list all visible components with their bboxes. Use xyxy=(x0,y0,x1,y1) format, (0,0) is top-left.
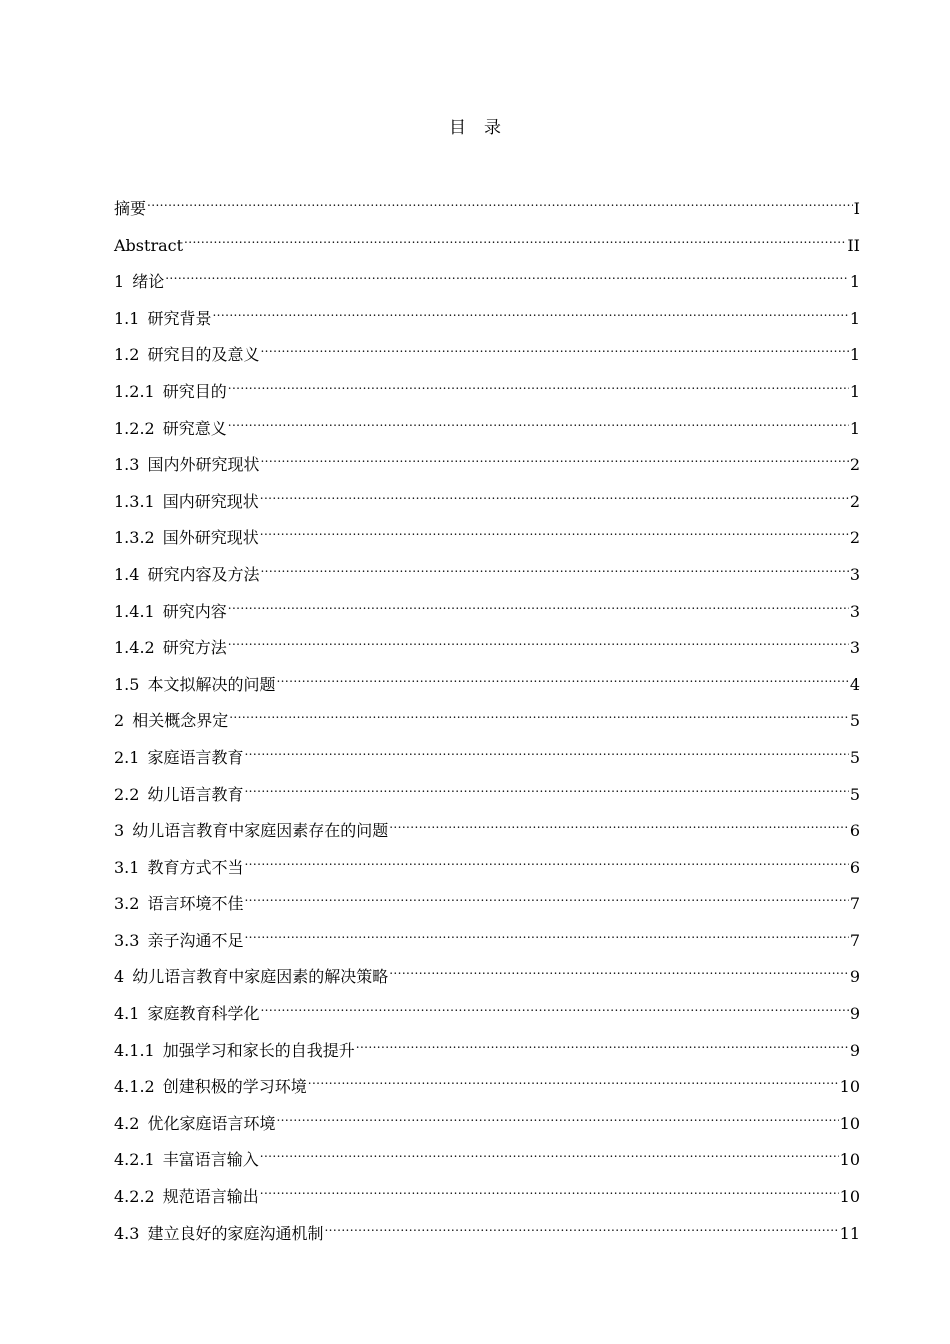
toc-entry-page-number: 1 xyxy=(849,381,860,401)
toc-entry-number: 2.2 xyxy=(114,784,140,804)
toc-dot-leader xyxy=(389,954,849,982)
toc-entry-number: 1.5 xyxy=(114,674,140,694)
toc-dot-leader xyxy=(244,735,848,763)
toc-entry-title: 研究目的 xyxy=(162,381,227,401)
toc-entry-title: 国内研究现状 xyxy=(162,491,259,511)
toc-entry-page-number: 5 xyxy=(849,784,860,804)
toc-entry-page-number: 1 xyxy=(849,345,860,365)
toc-entry-title: 研究背景 xyxy=(147,308,212,328)
toc-entry-title: 语言环境不佳 xyxy=(147,894,244,914)
toc-dot-leader xyxy=(184,223,846,251)
toc-entry-page-number: 10 xyxy=(839,1187,860,1207)
toc-entry-number: 4.3 xyxy=(114,1223,140,1243)
toc-entry[interactable] xyxy=(114,735,860,772)
toc-entry-number: 4.2 xyxy=(114,1113,140,1133)
toc-entry-number: 1.4 xyxy=(114,564,140,584)
toc-entry-number: 1 xyxy=(114,272,125,292)
toc-entry-number: 4.2.1 xyxy=(114,1150,155,1170)
toc-entry-page-number: 10 xyxy=(839,1150,860,1170)
toc-entry-page-number: 5 xyxy=(849,747,860,767)
toc-dot-leader xyxy=(260,515,849,543)
toc-entry[interactable] xyxy=(114,479,860,516)
toc-dot-leader xyxy=(244,845,848,873)
toc-entry[interactable] xyxy=(114,186,860,223)
toc-entry[interactable] xyxy=(114,1211,860,1248)
toc-entry-number: 3.3 xyxy=(114,930,140,950)
toc-dot-leader xyxy=(244,918,848,946)
toc-entry-number: 1.2.1 xyxy=(114,381,155,401)
toc-entry-title: 研究内容 xyxy=(162,601,227,621)
toc-entry-page-number: 2 xyxy=(849,528,860,548)
toc-entry[interactable] xyxy=(114,625,860,662)
toc-entry[interactable] xyxy=(114,552,860,589)
toc-dot-leader xyxy=(260,1137,839,1165)
toc-entry-number: 1.3.2 xyxy=(114,528,155,548)
toc-entry[interactable] xyxy=(114,589,860,626)
toc-entry-page-number: 3 xyxy=(849,564,860,584)
toc-entry-title: 研究内容及方法 xyxy=(147,564,260,584)
toc-entry-number: 4.2.2 xyxy=(114,1187,155,1207)
toc-entry[interactable] xyxy=(114,332,860,369)
toc-dot-leader xyxy=(260,479,849,507)
toc-entry-title: 亲子沟通不足 xyxy=(147,930,244,950)
toc-entry-page-number: 11 xyxy=(839,1223,860,1243)
toc-entry-title: 教育方式不当 xyxy=(147,857,244,877)
toc-title-char-1: 目 xyxy=(449,118,466,138)
toc-entry[interactable] xyxy=(114,1174,860,1211)
toc-entry-number: 4.1 xyxy=(114,1004,140,1024)
toc-entry[interactable] xyxy=(114,296,860,333)
toc-entry[interactable] xyxy=(114,406,860,443)
toc-entry-page-number: 10 xyxy=(839,1113,860,1133)
toc-entry-page-number: 2 xyxy=(849,455,860,475)
toc-dot-leader xyxy=(324,1211,838,1239)
toc-entry-number: 4.1.1 xyxy=(114,1040,155,1060)
toc-entry-page-number: II xyxy=(847,235,860,255)
toc-dot-leader xyxy=(356,1028,849,1056)
toc-entry-title: 国外研究现状 xyxy=(162,528,259,548)
toc-dot-leader xyxy=(389,808,849,836)
toc-entry-number: 2.1 xyxy=(114,747,140,767)
toc-entry-number: 1.2 xyxy=(114,345,140,365)
toc-entry-page-number: 3 xyxy=(849,601,860,621)
toc-dot-leader xyxy=(229,698,849,726)
toc-entry-title: 相关概念界定 xyxy=(132,711,229,731)
toc-entry-page-number: 7 xyxy=(849,930,860,950)
toc-entry-title: 家庭教育科学化 xyxy=(147,1004,260,1024)
toc-entry-title: 创建积极的学习环境 xyxy=(162,1077,307,1097)
toc-entry-title: 绪论 xyxy=(132,272,165,292)
toc-dot-leader xyxy=(228,406,849,434)
toc-dot-leader xyxy=(244,881,848,909)
toc-title xyxy=(0,116,950,140)
toc-entry-number: 1.1 xyxy=(114,308,140,328)
toc-entry[interactable] xyxy=(114,515,860,552)
toc-entry-title: 摘要 xyxy=(114,199,147,218)
toc-entry-title: 国内外研究现状 xyxy=(147,455,260,475)
toc-entry-number: 3 xyxy=(114,821,125,841)
toc-entry-number: 3.2 xyxy=(114,894,140,914)
toc-entry-title: 本文拟解决的问题 xyxy=(147,674,276,694)
toc-entry-title: 幼儿语言教育中家庭因素存在的问题 xyxy=(132,821,389,841)
toc-entry[interactable] xyxy=(114,991,860,1028)
toc-entry-page-number: 1 xyxy=(849,308,860,328)
toc-entry-number: 2 xyxy=(114,711,125,731)
toc-entry-title: 加强学习和家长的自我提升 xyxy=(162,1040,355,1060)
toc-entry-number: 1.3.1 xyxy=(114,491,155,511)
toc-entry-number: 1.3 xyxy=(114,455,140,475)
toc-entry-number: 4 xyxy=(114,967,125,987)
toc-entry-title: Abstract xyxy=(114,235,184,255)
toc-entry-page-number: 3 xyxy=(849,638,860,658)
toc-entry-title: 丰富语言输入 xyxy=(162,1150,259,1170)
toc-entry[interactable] xyxy=(114,1064,860,1101)
toc-entry-page-number: 9 xyxy=(849,967,860,987)
toc-entry[interactable] xyxy=(114,1028,860,1065)
toc-entry[interactable] xyxy=(114,662,860,699)
toc-dot-leader xyxy=(244,772,848,800)
toc-dot-leader xyxy=(260,1174,839,1202)
toc-title-char-2: 录 xyxy=(484,118,501,138)
toc-entry-page-number: 1 xyxy=(849,418,860,438)
toc-dot-leader xyxy=(228,625,849,653)
toc-dot-leader xyxy=(260,552,848,580)
toc-entry[interactable] xyxy=(114,772,860,809)
toc-entry-page-number: 9 xyxy=(849,1040,860,1060)
toc-entry-number: 1.4.2 xyxy=(114,638,155,658)
toc-entry[interactable] xyxy=(114,1137,860,1174)
toc-entry-page-number: 7 xyxy=(849,894,860,914)
toc-entry-title: 幼儿语言教育中家庭因素的解决策略 xyxy=(132,967,389,987)
toc-dot-leader xyxy=(212,296,848,324)
toc-entry-page-number: 2 xyxy=(849,491,860,511)
toc-entry[interactable] xyxy=(114,954,860,991)
toc-entry-title: 研究目的及意义 xyxy=(147,345,260,365)
toc-entry-title: 家庭语言教育 xyxy=(147,747,244,767)
toc-list xyxy=(114,186,860,1247)
toc-dot-leader xyxy=(308,1064,839,1092)
toc-entry-page-number: 1 xyxy=(849,272,860,292)
toc-dot-leader xyxy=(228,589,849,617)
toc-entry[interactable] xyxy=(114,845,860,882)
toc-entry[interactable] xyxy=(114,223,860,260)
toc-entry-page-number: 6 xyxy=(849,821,860,841)
toc-entry-page-number: 9 xyxy=(849,1004,860,1024)
toc-dot-leader xyxy=(260,991,848,1019)
toc-entry-page-number: 10 xyxy=(839,1077,860,1097)
toc-entry-page-number: I xyxy=(853,199,860,218)
toc-entry-title: 幼儿语言教育 xyxy=(147,784,244,804)
toc-dot-leader xyxy=(276,1101,838,1129)
toc-entry-number: 3.1 xyxy=(114,857,140,877)
toc-entry-page-number: 5 xyxy=(849,711,860,731)
toc-entry-page-number: 4 xyxy=(849,674,860,694)
toc-entry[interactable] xyxy=(114,808,860,845)
toc-entry[interactable] xyxy=(114,1101,860,1138)
toc-entry-number: 1.2.2 xyxy=(114,418,155,438)
toc-entry-title: 建立良好的家庭沟通机制 xyxy=(147,1223,324,1243)
toc-entry-title: 研究方法 xyxy=(162,638,227,658)
toc-entry-title: 研究意义 xyxy=(162,418,227,438)
toc-entry-title: 规范语言输出 xyxy=(162,1187,259,1207)
toc-dot-leader xyxy=(260,332,848,360)
toc-dot-leader xyxy=(147,186,853,214)
toc-entry[interactable] xyxy=(114,881,860,918)
toc-dot-leader xyxy=(228,369,849,397)
toc-dot-leader xyxy=(165,259,849,287)
toc-entry[interactable] xyxy=(114,698,860,735)
toc-entry[interactable] xyxy=(114,369,860,406)
toc-entry[interactable] xyxy=(114,918,860,955)
toc-entry[interactable] xyxy=(114,259,860,296)
toc-entry[interactable] xyxy=(114,442,860,479)
toc-entry-number: 1.4.1 xyxy=(114,601,155,621)
toc-entry-title: 优化家庭语言环境 xyxy=(147,1113,276,1133)
toc-entry-page-number: 6 xyxy=(849,857,860,877)
toc-dot-leader xyxy=(276,662,848,690)
toc-entry-number: 4.1.2 xyxy=(114,1077,155,1097)
toc-dot-leader xyxy=(260,442,848,470)
